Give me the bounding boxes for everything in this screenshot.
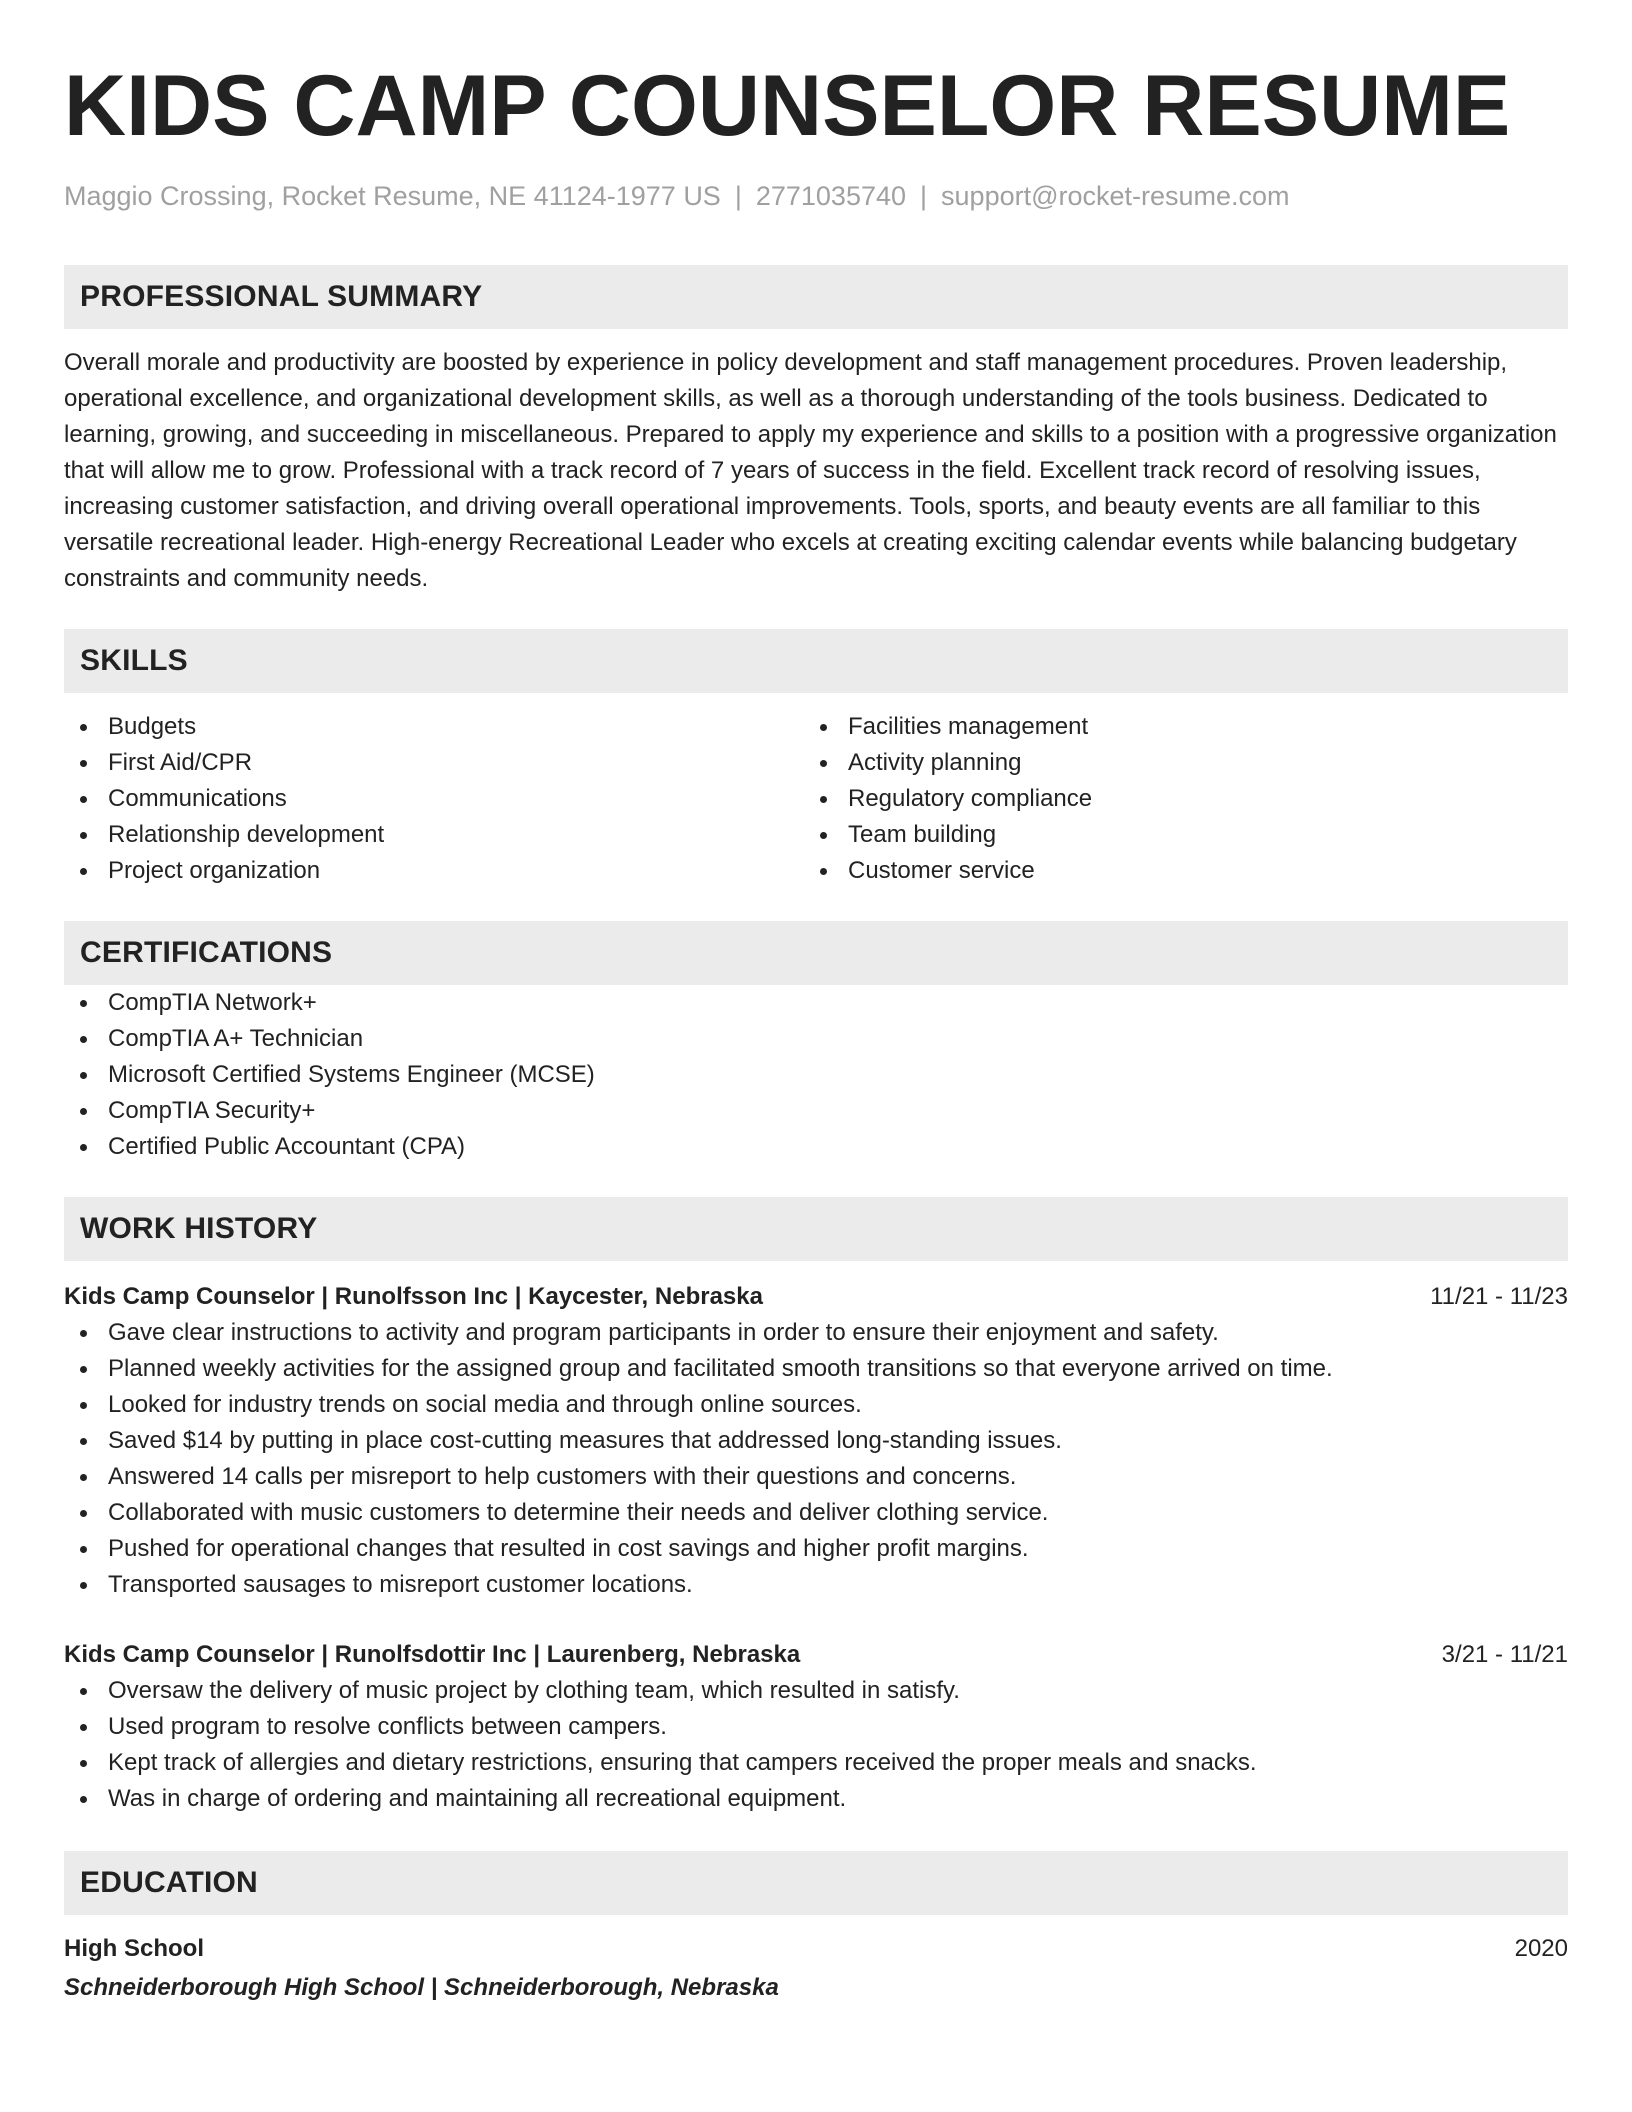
contact-phone: 2771035740 — [755, 181, 907, 211]
skill-item: Team building — [804, 817, 1544, 853]
skill-item: Regulatory compliance — [804, 781, 1544, 817]
section-header-summary: PROFESSIONAL SUMMARY — [64, 265, 1568, 329]
job-duty-item: Answered 14 calls per misreport to help customers with their questions and concerns. — [64, 1459, 1568, 1495]
job-duties-list — [64, 1315, 1568, 1603]
skill-item: Customer service — [804, 853, 1544, 889]
education-year: 2020 — [1514, 1935, 1568, 1962]
education-school: Schneiderborough High School | Schneiderborough, Nebraska — [64, 1974, 779, 2001]
certifications-list — [64, 985, 1568, 1165]
skill-item: Budgets — [64, 709, 804, 745]
skill-item: First Aid/CPR — [64, 745, 804, 781]
certification-item: Certified Public Accountant (CPA) — [64, 1129, 1568, 1165]
certification-item: Microsoft Certified Systems Engineer (MCSE) — [64, 1057, 1568, 1093]
skill-item: Facilities management — [804, 709, 1544, 745]
contact-separator: | — [920, 181, 928, 211]
resume-title: KIDS CAMP COUNSELOR RESUME — [64, 58, 1511, 154]
job-duties-list — [64, 1673, 1568, 1817]
contact-address: Maggio Crossing, Rocket Resume, NE 41124-1977 US — [64, 181, 721, 211]
contact-separator: | — [734, 181, 742, 211]
job-duty-item: Saved $14 by putting in place cost-cutting measures that addressed long-standing issues. — [64, 1423, 1568, 1459]
skills-list-left — [64, 709, 804, 889]
job-duty-item: Used program to resolve conflicts between campers. — [64, 1709, 1568, 1745]
job-dates: 11/21 - 11/23 — [1430, 1283, 1568, 1310]
job-title: Kids Camp Counselor | Runolfsson Inc | Kaycester, Nebraska — [64, 1283, 763, 1310]
section-header-education: EDUCATION — [64, 1851, 1568, 1915]
job-header — [64, 1279, 1568, 1315]
job-duty-item: Oversaw the delivery of music project by clothing team, which resulted in satisfy. — [64, 1673, 1568, 1709]
section-header-skills: SKILLS — [64, 629, 1568, 693]
skill-item: Relationship development — [64, 817, 804, 853]
job-duty-item: Planned weekly activities for the assigned group and facilitated smooth transitions so that everyone arrived on time. — [64, 1351, 1568, 1387]
contact-line — [64, 178, 1568, 214]
job-duty-item: Kept track of allergies and dietary restrictions, ensuring that campers received the proper meals and snacks. — [64, 1745, 1568, 1781]
job-duty-item: Gave clear instructions to activity and program participants in order to ensure their enjoyment and safety. — [64, 1315, 1568, 1351]
skill-item: Project organization — [64, 853, 804, 889]
skills-grid — [64, 709, 1568, 889]
skill-item: Communications — [64, 781, 804, 817]
job-duty-item: Looked for industry trends on social media and through online sources. — [64, 1387, 1568, 1423]
job-duty-item: Transported sausages to misreport customer locations. — [64, 1567, 1568, 1603]
job-title: Kids Camp Counselor | Runolfsdottir Inc | Laurenberg, Nebraska — [64, 1641, 801, 1668]
skills-list-right — [804, 709, 1544, 889]
certification-item: CompTIA Security+ — [64, 1093, 1568, 1129]
job-duty-item: Was in charge of ordering and maintaining all recreational equipment. — [64, 1781, 1568, 1817]
skill-item: Activity planning — [804, 745, 1544, 781]
summary-text: Overall morale and productivity are boosted by experience in policy development and staff management procedures. Proven leadership, operational excellence, and organizational development skills, as well as a thorough understanding of the tools business. Dedicated to learning, growing, and succeeding in miscellaneous. Prepared to apply my experience and skills to a position with a progressive organization that will allow me to grow. Professional with a track record of 7 years of success in the field. Excellent track record of resolving issues, increasing customer satisfaction, and driving overall operational improvements. Tools, sports, and beauty events are all familiar to this versatile recreational leader. High-energy Recreational Leader who excels at creating exciting calendar events while balancing budgetary constraints and community needs. — [64, 349, 1557, 592]
job-header — [64, 1637, 1568, 1673]
education-degree: High School — [64, 1935, 204, 1962]
contact-email: support@rocket-resume.com — [941, 181, 1290, 211]
job-duty-item: Collaborated with music customers to determine their needs and deliver clothing service. — [64, 1495, 1568, 1531]
section-header-certifications: CERTIFICATIONS — [64, 921, 1568, 985]
certification-item: CompTIA A+ Technician — [64, 1021, 1568, 1057]
job-dates: 3/21 - 11/21 — [1441, 1641, 1568, 1668]
certification-item: CompTIA Network+ — [64, 985, 1568, 1021]
education-header — [64, 1931, 1568, 1967]
job-duty-item: Pushed for operational changes that resulted in cost savings and higher profit margins. — [64, 1531, 1568, 1567]
section-header-work-history: WORK HISTORY — [64, 1197, 1568, 1261]
